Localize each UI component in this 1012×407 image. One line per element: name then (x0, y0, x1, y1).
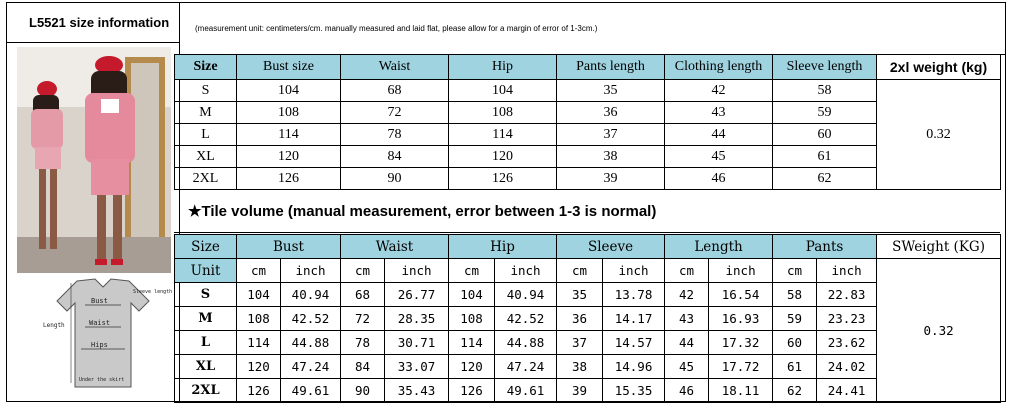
cell-value: 40.94 (281, 283, 341, 307)
cell-value: 44.88 (281, 331, 341, 355)
size-table-header (175, 55, 1001, 80)
cell-value: 33.07 (385, 355, 449, 379)
cell-hip: 108 (449, 102, 557, 124)
unit-inch: inch (281, 259, 341, 283)
cell-size: XL (175, 146, 237, 168)
cell-value: 36 (557, 307, 603, 331)
cell-value: 114 (449, 331, 495, 355)
product-photo (17, 47, 171, 273)
cell-clothing: 45 (665, 146, 773, 168)
cell-value: 68 (341, 283, 385, 307)
cell-value: 28.35 (385, 307, 449, 331)
cell-waist: 72 (341, 102, 449, 124)
cell-size: 2XL (175, 168, 237, 190)
unit-inch: inch (817, 259, 877, 283)
unit-cm: cm (665, 259, 709, 283)
cell-value: 14.96 (603, 355, 665, 379)
sketch-hips-label: Hips (91, 341, 108, 349)
left-panel (7, 3, 180, 401)
cell-waist: 90 (341, 168, 449, 190)
sketch-length-label: Length (43, 322, 65, 329)
cell-value: 47.24 (281, 355, 341, 379)
cell-waist: 68 (341, 80, 449, 102)
cell-sleeve: 58 (773, 80, 877, 102)
cell-pants: 35 (557, 80, 665, 102)
cell-value: 43 (665, 307, 709, 331)
cell-pants: 38 (557, 146, 665, 168)
cell-value: 26.77 (385, 283, 449, 307)
cell-value: 104 (237, 283, 281, 307)
measurement-sketch (37, 275, 173, 397)
tile-header-row (175, 235, 1001, 259)
cell-value: 22.83 (817, 283, 877, 307)
cell-value: 38 (557, 355, 603, 379)
header-bust: Bust size (237, 55, 341, 80)
cell-hip: 126 (449, 168, 557, 190)
table-row (175, 80, 1001, 102)
cell-size: 2XL (175, 379, 237, 403)
cell-size: XL (175, 355, 237, 379)
cell-value: 78 (341, 331, 385, 355)
cell-value: 59 (773, 307, 817, 331)
cell-value: 44.88 (495, 331, 557, 355)
cell-value: 14.17 (603, 307, 665, 331)
cell-value: 60 (773, 331, 817, 355)
cell-value: 49.61 (281, 379, 341, 403)
cell-pants: 39 (557, 168, 665, 190)
cell-value: 42.52 (281, 307, 341, 331)
cell-value: 90 (341, 379, 385, 403)
cell-value: 16.93 (709, 307, 773, 331)
cell-value: 42.52 (495, 307, 557, 331)
cell-value: 35.43 (385, 379, 449, 403)
cell-waist: 84 (341, 146, 449, 168)
cell-sleeve: 59 (773, 102, 877, 124)
tile-volume-table (174, 234, 1001, 403)
cell-bust: 120 (237, 146, 341, 168)
cell-value: 46 (665, 379, 709, 403)
unit-cm: cm (557, 259, 603, 283)
header-sleeve: Sleeve length (773, 55, 877, 80)
header-pants: Pants (773, 235, 877, 259)
header-hip: Hip (449, 235, 557, 259)
cell-size: L (175, 331, 237, 355)
cell-size: L (175, 124, 237, 146)
cell-clothing: 46 (665, 168, 773, 190)
cell-value: 84 (341, 355, 385, 379)
unit-cm: cm (237, 259, 281, 283)
cell-value: 104 (449, 283, 495, 307)
cell-weight: 0.32 (877, 259, 1001, 403)
sketch-sleeve-label: Sleeve length (133, 289, 173, 295)
cell-value: 16.54 (709, 283, 773, 307)
cell-value: 47.24 (495, 355, 557, 379)
cell-clothing: 43 (665, 102, 773, 124)
unit-inch: inch (495, 259, 557, 283)
cell-clothing: 44 (665, 124, 773, 146)
cell-value: 126 (449, 379, 495, 403)
cell-size: S (175, 283, 237, 307)
header-size: Size (175, 235, 237, 259)
cell-bust: 104 (237, 80, 341, 102)
cell-value: 40.94 (495, 283, 557, 307)
cell-value: 24.41 (817, 379, 877, 403)
cell-hip: 104 (449, 80, 557, 102)
header-weight: 2xl weight (kg) (877, 55, 1001, 80)
cell-value: 72 (341, 307, 385, 331)
cell-value: 108 (237, 307, 281, 331)
cell-value: 114 (237, 331, 281, 355)
cell-value: 35 (557, 283, 603, 307)
cell-sleeve: 62 (773, 168, 877, 190)
cell-value: 61 (773, 355, 817, 379)
header-unit: Unit (175, 259, 237, 283)
cell-value: 15.35 (603, 379, 665, 403)
cell-bust: 108 (237, 102, 341, 124)
unit-inch: inch (603, 259, 665, 283)
cell-value: 23.62 (817, 331, 877, 355)
cell-hip: 114 (449, 124, 557, 146)
cell-value: 62 (773, 379, 817, 403)
product-title: L5521 size information (7, 3, 179, 43)
size-table (174, 54, 1001, 190)
cell-value: 58 (773, 283, 817, 307)
sketch-bust-label: Bust (91, 297, 108, 305)
header-bust: Bust (237, 235, 341, 259)
cell-sleeve: 60 (773, 124, 877, 146)
cell-value: 24.02 (817, 355, 877, 379)
header-waist: Waist (341, 55, 449, 80)
cell-sleeve: 61 (773, 146, 877, 168)
cell-value: 45 (665, 355, 709, 379)
cell-size: M (175, 307, 237, 331)
header-length: Length (665, 235, 773, 259)
cell-value: 18.11 (709, 379, 773, 403)
cell-pants: 37 (557, 124, 665, 146)
cell-bust: 114 (237, 124, 341, 146)
unit-cm: cm (449, 259, 495, 283)
cell-hip: 120 (449, 146, 557, 168)
cell-weight: 0.32 (877, 80, 1001, 190)
unit-cm: cm (341, 259, 385, 283)
header-sleeve: Sleeve (557, 235, 665, 259)
cell-value: 108 (449, 307, 495, 331)
header-pants: Pants length (557, 55, 665, 80)
cell-value: 30.71 (385, 331, 449, 355)
cell-value: 42 (665, 283, 709, 307)
cell-bust: 126 (237, 168, 341, 190)
cell-waist: 78 (341, 124, 449, 146)
header-size: Size (175, 55, 237, 80)
cell-size: M (175, 102, 237, 124)
unit-inch: inch (385, 259, 449, 283)
sketch-under-label: Under the skirt (79, 377, 125, 383)
cell-value: 120 (237, 355, 281, 379)
header-weight: SWeight (KG) (877, 235, 1001, 259)
header-waist: Waist (341, 235, 449, 259)
cell-value: 17.72 (709, 355, 773, 379)
cell-value: 13.78 (603, 283, 665, 307)
cell-value: 120 (449, 355, 495, 379)
cell-value: 44 (665, 331, 709, 355)
cell-value: 49.61 (495, 379, 557, 403)
cell-value: 39 (557, 379, 603, 403)
header-hip: Hip (449, 55, 557, 80)
header-clothing: Clothing length (665, 55, 773, 80)
cell-size: S (175, 80, 237, 102)
cell-value: 14.57 (603, 331, 665, 355)
sketch-waist-label: Waist (89, 319, 111, 327)
unit-row (175, 259, 1001, 283)
measurement-note: (measurement unit: centimeters/cm. manually measured and laid flat, please allow for a margin of error of 1-3cm.) (181, 3, 1005, 55)
tile-volume-heading: ★Tile volume (manual measurement, error between 1-3 is normal) (174, 191, 1000, 233)
cell-value: 23.23 (817, 307, 877, 331)
cell-value: 126 (237, 379, 281, 403)
cell-clothing: 42 (665, 80, 773, 102)
cell-value: 37 (557, 331, 603, 355)
cell-value: 17.32 (709, 331, 773, 355)
unit-inch: inch (709, 259, 773, 283)
unit-cm: cm (773, 259, 817, 283)
cell-pants: 36 (557, 102, 665, 124)
